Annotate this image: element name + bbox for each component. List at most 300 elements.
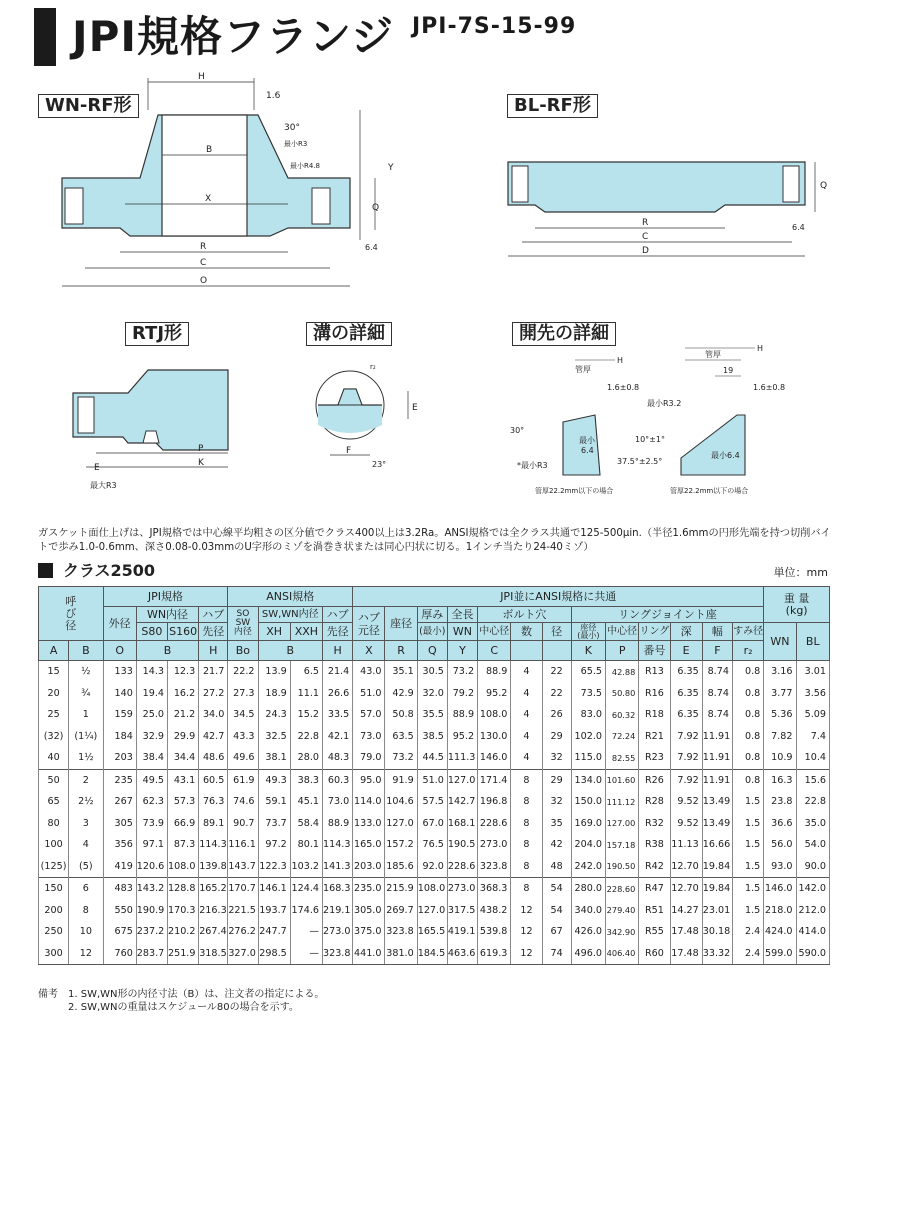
table-cell: 111.12: [606, 791, 639, 813]
table-cell: 8: [511, 834, 542, 856]
weight-wn-header: WN: [764, 623, 796, 661]
symbol-cell: R: [385, 641, 417, 661]
table-cell: 22.8: [796, 791, 829, 813]
table-cell: 170.7: [228, 878, 258, 900]
table-cell: 100: [39, 834, 69, 856]
table-cell: 58.4: [290, 813, 322, 835]
table-cell: 157.18: [606, 834, 639, 856]
table-cell: (32): [39, 726, 69, 748]
table-cell: 51.0: [353, 683, 385, 705]
svg-text:1.6±0.8: 1.6±0.8: [607, 383, 640, 392]
table-cell: 115.0: [571, 747, 605, 769]
table-cell: 237.2: [136, 921, 167, 943]
bolt-dia-header: 径: [542, 623, 571, 641]
table-cell: 12: [511, 921, 542, 943]
table-cell: 298.5: [258, 943, 290, 965]
remarks: [38, 988, 324, 1014]
ring-pcd-header: 中心径: [606, 623, 639, 641]
table-cell: 59.1: [258, 791, 290, 813]
symbol-cell: H: [323, 641, 353, 661]
table-cell: 143.2: [136, 878, 167, 900]
table-cell: 51.0: [417, 769, 447, 791]
ring-number-symbol: 番号: [639, 641, 670, 661]
table-cell: 16.3: [764, 769, 796, 791]
symbol-cell: C: [478, 641, 511, 661]
table-cell: 157.2: [385, 834, 417, 856]
symbol-cell: O: [103, 641, 136, 661]
table-cell: R21: [639, 726, 670, 748]
table-cell: 174.6: [290, 900, 322, 922]
table-cell: R47: [639, 878, 670, 900]
table-cell: 88.9: [323, 813, 353, 835]
table-cell: 17.48: [670, 921, 702, 943]
table-cell: 10.9: [764, 747, 796, 769]
table-cell: 1.5: [732, 791, 763, 813]
svg-text:K: K: [198, 458, 204, 468]
svg-text:F: F: [346, 446, 352, 456]
table-cell: 114.3: [323, 834, 353, 856]
table-cell: 7.82: [764, 726, 796, 748]
table-cell: R18: [639, 704, 670, 726]
table-cell: 92.0: [417, 856, 447, 878]
table-cell: 171.4: [478, 769, 511, 791]
table-cell: 375.0: [353, 921, 385, 943]
table-cell: 73.2: [447, 661, 477, 683]
table-cell: 8.74: [702, 661, 732, 683]
table-cell: 203: [103, 747, 136, 769]
table-cell: 130.0: [478, 726, 511, 748]
table-cell: 276.2: [228, 921, 258, 943]
table-cell: 50.8: [385, 704, 417, 726]
table-cell: 11.1: [290, 683, 322, 705]
table-cell: —: [290, 943, 322, 965]
svg-text:管厚: 管厚: [575, 365, 591, 374]
table-cell: 8.74: [702, 683, 732, 705]
table-cell: 25: [39, 704, 69, 726]
table-cell: 9.52: [670, 813, 702, 835]
table-cell: 19.84: [702, 878, 732, 900]
table-cell: 675: [103, 921, 136, 943]
table-cell: 33.32: [702, 943, 732, 965]
svg-text:X: X: [205, 194, 212, 204]
wn-bore-header: WN内径: [136, 607, 198, 623]
table-cell: 32.9: [136, 726, 167, 748]
table-cell: 15.6: [796, 769, 829, 791]
table-cell: 159: [103, 704, 136, 726]
table-cell: 424.0: [764, 921, 796, 943]
table-row: [39, 661, 830, 683]
table-cell: 15: [39, 661, 69, 683]
table-cell: 1.5: [732, 834, 763, 856]
table-cell: 54: [542, 900, 571, 922]
table-cell: 273.0: [478, 834, 511, 856]
svg-text:E: E: [94, 463, 100, 473]
table-cell: 124.4: [290, 878, 322, 900]
table-cell: 550: [103, 900, 136, 922]
svg-text:R: R: [642, 218, 649, 228]
s160-header: S160: [168, 623, 199, 641]
table-cell: 73.5: [571, 683, 605, 705]
table-cell: 7.92: [670, 726, 702, 748]
table-cell: 48.6: [199, 747, 228, 769]
table-cell: (5): [69, 856, 103, 878]
table-cell: 6.35: [670, 683, 702, 705]
table-cell: 108.0: [478, 704, 511, 726]
table-cell: 165.2: [199, 878, 228, 900]
table-cell: 13.9: [258, 661, 290, 683]
table-cell: 6.5: [290, 661, 322, 683]
table-cell: 13.49: [702, 813, 732, 835]
title-bar-mark: [34, 8, 56, 66]
table-cell: 12: [69, 943, 103, 965]
table-cell: 108.0: [417, 878, 447, 900]
table-cell: 74.6: [228, 791, 258, 813]
table-cell: 590.0: [796, 943, 829, 965]
table-cell: R60: [639, 943, 670, 965]
table-cell: 14.3: [136, 661, 167, 683]
table-cell: 20: [39, 683, 69, 705]
table-cell: 0.8: [732, 683, 763, 705]
svg-text:最大R3: 最大R3: [90, 481, 117, 490]
wn-rf-label: WN-RF形: [38, 94, 139, 118]
table-cell: 190.50: [606, 856, 639, 878]
table-cell: R28: [639, 791, 670, 813]
table-cell: 11.13: [670, 834, 702, 856]
table-cell: 26.6: [323, 683, 353, 705]
table-cell: 103.2: [290, 856, 322, 878]
table-cell: 60.32: [606, 704, 639, 726]
bolt-pcd-header: 中心径: [478, 623, 511, 641]
svg-text:B: B: [206, 145, 213, 155]
table-cell: 120.6: [136, 856, 167, 878]
table-cell: 23.8: [764, 791, 796, 813]
table-cell: 65: [39, 791, 69, 813]
table-cell: 50.80: [606, 683, 639, 705]
table-cell: 49.6: [228, 747, 258, 769]
seat-header: 座径: [385, 607, 417, 641]
table-body: [39, 661, 830, 965]
table-cell: 36.6: [764, 813, 796, 835]
table-cell: (1¼): [69, 726, 103, 748]
table-cell: R13: [639, 661, 670, 683]
table-cell: 16.66: [702, 834, 732, 856]
svg-text:30°: 30°: [510, 426, 525, 435]
table-cell: 23.01: [702, 900, 732, 922]
table-cell: 419: [103, 856, 136, 878]
table-cell: 193.7: [258, 900, 290, 922]
svg-text:30°: 30°: [284, 123, 300, 133]
table-cell: 133: [103, 661, 136, 683]
table-cell: 114.0: [353, 791, 385, 813]
svg-text:最小R3: 最小R3: [284, 140, 308, 148]
hub-tip-ansi-header: 先径: [323, 623, 353, 641]
table-cell: 2½: [69, 791, 103, 813]
table-cell: 184: [103, 726, 136, 748]
table-cell: 72.24: [606, 726, 639, 748]
svg-text:D: D: [642, 246, 649, 256]
table-cell: 426.0: [571, 921, 605, 943]
table-cell: 35.1: [385, 661, 417, 683]
table-cell: 82.55: [606, 747, 639, 769]
svg-text:最小R4.8: 最小R4.8: [290, 162, 320, 170]
table-cell: 8: [511, 813, 542, 835]
wn-length-header: WN: [447, 623, 477, 641]
table-cell: 323.8: [385, 921, 417, 943]
table-cell: 8: [511, 856, 542, 878]
bl-rf-drawing: [500, 150, 840, 265]
table-cell: 10.4: [796, 747, 829, 769]
thickness-min-header: (最小): [417, 623, 447, 641]
table-cell: 43.1: [168, 769, 199, 791]
table-cell: 97.1: [136, 834, 167, 856]
table-row: [39, 769, 830, 791]
table-cell: R32: [639, 813, 670, 835]
svg-text:6.4: 6.4: [792, 223, 805, 232]
table-row: [39, 943, 830, 965]
table-cell: 441.0: [353, 943, 385, 965]
table-cell: 247.7: [258, 921, 290, 943]
bolt-hole-header: ボルト穴: [478, 607, 572, 623]
table-cell: 267: [103, 791, 136, 813]
table-cell: 104.6: [385, 791, 417, 813]
table-cell: R23: [639, 747, 670, 769]
table-cell: 67: [542, 921, 571, 943]
table-cell: 11.91: [702, 769, 732, 791]
svg-text:最小R3.2: 最小R3.2: [647, 399, 682, 408]
svg-text:R: R: [200, 242, 207, 252]
svg-text:Q: Q: [372, 203, 380, 213]
table-cell: 34.0: [199, 704, 228, 726]
table-cell: 8: [69, 900, 103, 922]
svg-text:最小: 最小: [579, 436, 595, 445]
table-cell: 251.9: [168, 943, 199, 965]
table-cell: 242.0: [571, 856, 605, 878]
table-cell: 279.40: [606, 900, 639, 922]
table-cell: 2.4: [732, 921, 763, 943]
table-cell: 215.9: [385, 878, 417, 900]
table-cell: 273.0: [323, 921, 353, 943]
table-cell: 54: [542, 878, 571, 900]
dimension-table: [38, 586, 830, 965]
table-cell: 73.2: [385, 747, 417, 769]
table-cell: 66.9: [168, 813, 199, 835]
table-cell: 38.1: [258, 747, 290, 769]
svg-text:H: H: [198, 72, 205, 82]
table-cell: 48: [542, 856, 571, 878]
svg-text:1.6±0.8: 1.6±0.8: [753, 383, 786, 392]
table-cell: 0.8: [732, 747, 763, 769]
table-cell: 134.0: [571, 769, 605, 791]
table-cell: 74: [542, 943, 571, 965]
table-cell: 340.0: [571, 900, 605, 922]
table-cell: 22.8: [290, 726, 322, 748]
table-cell: 73.0: [323, 791, 353, 813]
bl-rf-label: BL-RF形: [507, 94, 598, 118]
table-cell: 169.0: [571, 813, 605, 835]
ring-seat-header: 座径 (最小): [571, 623, 605, 641]
symbol-cell: K: [571, 641, 605, 661]
table-cell: 83.0: [571, 704, 605, 726]
table-row: [39, 900, 830, 922]
table-cell: 3.56: [796, 683, 829, 705]
svg-text:管厚22.2mm以下の場合: 管厚22.2mm以下の場合: [535, 487, 614, 495]
svg-text:H: H: [617, 356, 624, 365]
table-cell: 9.52: [670, 791, 702, 813]
table-cell: 65.5: [571, 661, 605, 683]
table-cell: 150: [39, 878, 69, 900]
table-cell: 6: [69, 878, 103, 900]
svg-text:管厚: 管厚: [705, 350, 721, 359]
table-cell: 406.40: [606, 943, 639, 965]
table-cell: 43.0: [353, 661, 385, 683]
length-header: 全長: [447, 607, 477, 623]
table-cell: 356: [103, 834, 136, 856]
table-cell: 42.7: [199, 726, 228, 748]
table-cell: 42.9: [385, 683, 417, 705]
table-cell: 19.4: [136, 683, 167, 705]
table-cell: 463.6: [447, 943, 477, 965]
table-cell: 18.9: [258, 683, 290, 705]
table-cell: 6.35: [670, 661, 702, 683]
svg-text:Y: Y: [388, 163, 394, 173]
table-cell: 35.5: [417, 704, 447, 726]
table-cell: 127.0: [417, 900, 447, 922]
table-cell: 204.0: [571, 834, 605, 856]
table-cell: 8: [511, 791, 542, 813]
table-cell: R26: [639, 769, 670, 791]
table-cell: 146.1: [258, 878, 290, 900]
weight-header: 重 量 (kg): [764, 587, 830, 623]
table-cell: 88.9: [478, 661, 511, 683]
table-cell: 43.3: [228, 726, 258, 748]
table-cell: 62.3: [136, 791, 167, 813]
table-cell: 57.5: [417, 791, 447, 813]
table-cell: 21.7: [199, 661, 228, 683]
heading-square-icon: [38, 563, 53, 578]
table-cell: 42.1: [323, 726, 353, 748]
table-cell: 4: [511, 683, 542, 705]
table-cell: 60.3: [323, 769, 353, 791]
table-cell: 28.0: [290, 747, 322, 769]
table-cell: 185.6: [385, 856, 417, 878]
table-cell: 73.9: [136, 813, 167, 835]
symbol-cell: r₂: [732, 641, 763, 661]
remark-2: 2. SW,WNの重量はスケジュール80の場合を示す。: [38, 1002, 299, 1013]
width-header: 幅: [702, 623, 732, 641]
table-cell: 79.0: [353, 747, 385, 769]
table-cell: 54.0: [796, 834, 829, 856]
table-cell: 599.0: [764, 943, 796, 965]
table-cell: 496.0: [571, 943, 605, 965]
table-cell: 165.5: [417, 921, 447, 943]
table-cell: 30.5: [417, 661, 447, 683]
svg-text:r₂: r₂: [370, 363, 376, 371]
table-cell: 414.0: [796, 921, 829, 943]
table-cell: 317.5: [447, 900, 477, 922]
svg-text:23°: 23°: [372, 460, 387, 469]
table-cell: 32: [542, 791, 571, 813]
symbol-cell: X: [353, 641, 385, 661]
table-row: [39, 921, 830, 943]
table-cell: 190.5: [447, 834, 477, 856]
table-cell: 80: [39, 813, 69, 835]
table-cell: 101.60: [606, 769, 639, 791]
class-title: クラス2500: [63, 561, 156, 580]
hub-ansi-header: ハブ: [323, 607, 353, 623]
table-cell: 1½: [69, 747, 103, 769]
table-cell: 228.6: [447, 856, 477, 878]
table-cell: 14.27: [670, 900, 702, 922]
table-row: [39, 856, 830, 878]
table-cell: 38.5: [417, 726, 447, 748]
table-cell: 30.18: [702, 921, 732, 943]
table-row: [39, 791, 830, 813]
symbol-cell: B: [136, 641, 198, 661]
table-cell: 44.5: [417, 747, 447, 769]
table-cell: 27.3: [228, 683, 258, 705]
table-cell: 168.3: [323, 878, 353, 900]
table-cell: 7.92: [670, 747, 702, 769]
svg-text:E: E: [412, 403, 418, 413]
rtj-drawing: [68, 355, 258, 495]
table-cell: 190.9: [136, 900, 167, 922]
table-cell: 7.92: [670, 769, 702, 791]
table-cell: 93.0: [764, 856, 796, 878]
table-cell: 150.0: [571, 791, 605, 813]
table-cell: 49.5: [136, 769, 167, 791]
groove-detail-label: 溝の詳細: [306, 322, 392, 346]
table-cell: 133.0: [353, 813, 385, 835]
nominal-size-header: 呼 び 径: [39, 587, 104, 641]
table-cell: 8.74: [702, 704, 732, 726]
table-cell: 49.3: [258, 769, 290, 791]
table-cell: 57.0: [353, 704, 385, 726]
table-cell: 203.0: [353, 856, 385, 878]
table-cell: 35: [542, 813, 571, 835]
table-cell: 76.5: [417, 834, 447, 856]
symbol-cell: B: [69, 641, 103, 661]
table-cell: 300: [39, 943, 69, 965]
table-cell: 29.9: [168, 726, 199, 748]
table-cell: 91.9: [385, 769, 417, 791]
table-cell: 140: [103, 683, 136, 705]
ring-number-header: リング: [639, 623, 670, 641]
table-cell: 143.7: [228, 856, 258, 878]
table-cell: 168.1: [447, 813, 477, 835]
table-cell: 438.2: [478, 900, 511, 922]
table-cell: 29: [542, 769, 571, 791]
ansi-header: ANSI規格: [228, 587, 353, 607]
table-cell: 11.91: [702, 726, 732, 748]
table-cell: 4: [69, 834, 103, 856]
table-cell: 21.2: [168, 704, 199, 726]
hub-od-header: ハブ 元径: [353, 607, 385, 641]
unit-label: 単位：mm: [773, 566, 828, 579]
table-cell: 17.48: [670, 943, 702, 965]
table-cell: 88.9: [447, 704, 477, 726]
table-cell: 4: [511, 704, 542, 726]
table-cell: 196.8: [478, 791, 511, 813]
xh-header: XH: [258, 623, 290, 641]
table-cell: 50: [39, 769, 69, 791]
radius-header: すみ径: [732, 623, 763, 641]
table-cell: 6.35: [670, 704, 702, 726]
table-cell: 102.0: [571, 726, 605, 748]
table-cell: R55: [639, 921, 670, 943]
table-cell: 219.1: [323, 900, 353, 922]
table-cell: 305: [103, 813, 136, 835]
table-cell: 8: [511, 878, 542, 900]
